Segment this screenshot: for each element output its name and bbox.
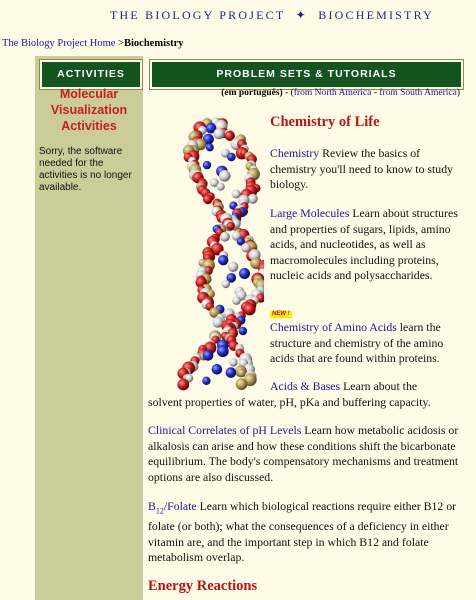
breadcrumb-separator: > xyxy=(118,38,124,49)
activities-sidebar xyxy=(35,56,143,600)
large-molecules-item: Large Molecules Learn about structures and properties of sugars, lipids, amino acids, and nucleotides, as well as macromolecules including proteins, nucleic acids and polysaccharides. xyxy=(270,206,458,283)
dna-atom xyxy=(206,143,214,151)
energy-reactions-heading: Energy Reactions xyxy=(148,578,258,594)
dna-atom xyxy=(237,369,246,378)
problem-sets-header: PROBLEM SETS & TUTORIALS xyxy=(150,60,463,89)
dna-atom xyxy=(220,232,230,242)
dna-atom xyxy=(229,358,238,367)
dna-atom xyxy=(226,367,237,378)
dna-atom xyxy=(248,194,258,204)
dna-atom xyxy=(217,345,229,357)
activities-header: ACTIVITIES xyxy=(40,60,142,89)
site-title-right: BIOCHEMISTRY xyxy=(318,8,434,22)
acids-bases-item-start: Acids & Bases Learn about the xyxy=(270,379,418,393)
mv-title-line-2: Visualization xyxy=(50,103,128,117)
acids-bases-link[interactable]: Acids & Bases xyxy=(270,379,341,393)
title-separator-icon: ✦ xyxy=(295,8,308,22)
dna-atom xyxy=(232,296,241,305)
dna-molecule-image xyxy=(158,116,264,392)
dna-atom xyxy=(203,350,214,361)
mv-title-line-3: Activities xyxy=(61,119,117,133)
site-title-left: THE BIOLOGY PROJECT xyxy=(110,8,286,22)
chemistry-of-life-heading: Chemistry of Life xyxy=(270,114,380,130)
clinical-correlates-link[interactable]: Clinical Correlates of pH Levels xyxy=(148,423,302,437)
breadcrumb-home-link[interactable]: The Biology Project Home xyxy=(2,38,116,49)
breadcrumb-current: Biochemistry xyxy=(124,38,184,49)
chemistry-of-amino-acids-link[interactable]: Chemistry of Amino Acids xyxy=(270,320,397,334)
portuguese-label: (em português) xyxy=(221,88,283,98)
amino-acids-item: Chemistry of Amino Acids learn the structure and chemistry of the amino acids that are found within proteins. xyxy=(270,320,444,366)
dna-atom xyxy=(203,195,213,205)
large-molecules-link[interactable]: Large Molecules xyxy=(270,206,350,220)
dna-atom xyxy=(177,379,189,391)
dna-atom xyxy=(212,364,223,375)
new-badge: NEW ! xyxy=(272,311,290,317)
dna-atom xyxy=(222,280,230,288)
dna-atom xyxy=(214,128,225,139)
dna-atom xyxy=(228,262,238,272)
dna-atom xyxy=(202,377,210,385)
south-america-link[interactable]: from South America xyxy=(379,88,457,98)
dna-atom xyxy=(244,303,256,315)
dna-atom xyxy=(239,268,250,279)
dna-atom xyxy=(217,183,225,191)
chemistry-link[interactable]: Chemistry xyxy=(270,146,320,160)
clinical-correlates-item: Clinical Correlates of pH Levels Learn how metabolic acidosis or alkalosis can arise and how these conditions shift the bicarbonate equilibrium. The body's compensatory mechanisms and treatment options are also discussed. xyxy=(148,423,459,484)
b12-folate-link[interactable]: $B_{12}$/Folate xyxy=(148,499,197,516)
dna-atom xyxy=(226,222,235,231)
b12-folate-item: $B_{12}$/Folate Learn which biological reactions require either B12 or folate (or both); what the consequences of a deficiency in either vitamin are, and the important step in which B12 and folate metabolism overlap. xyxy=(148,499,457,565)
software-unavailable-note: Sorry, the software needed for the activities is no longer available. xyxy=(39,146,132,193)
language-links: (em português) - (from North America - from South America) xyxy=(221,88,460,98)
dna-atom xyxy=(219,170,231,182)
north-america-link[interactable]: from North America xyxy=(293,88,372,98)
dna-atom xyxy=(227,153,236,162)
dna-atom xyxy=(203,161,211,169)
dna-atom xyxy=(218,255,228,265)
dna-atom xyxy=(239,327,247,335)
acids-bases-item-rest: solvent properties of water, pH, pKa and buffering capacity. xyxy=(148,395,431,409)
mv-title-line-1: Molecular xyxy=(59,87,119,101)
breadcrumb xyxy=(2,38,184,49)
chemistry-item: Chemistry Review the basics of chemistry you'll need to know to study biology. xyxy=(270,146,453,192)
dna-atom xyxy=(236,378,248,390)
site-title xyxy=(0,8,476,23)
